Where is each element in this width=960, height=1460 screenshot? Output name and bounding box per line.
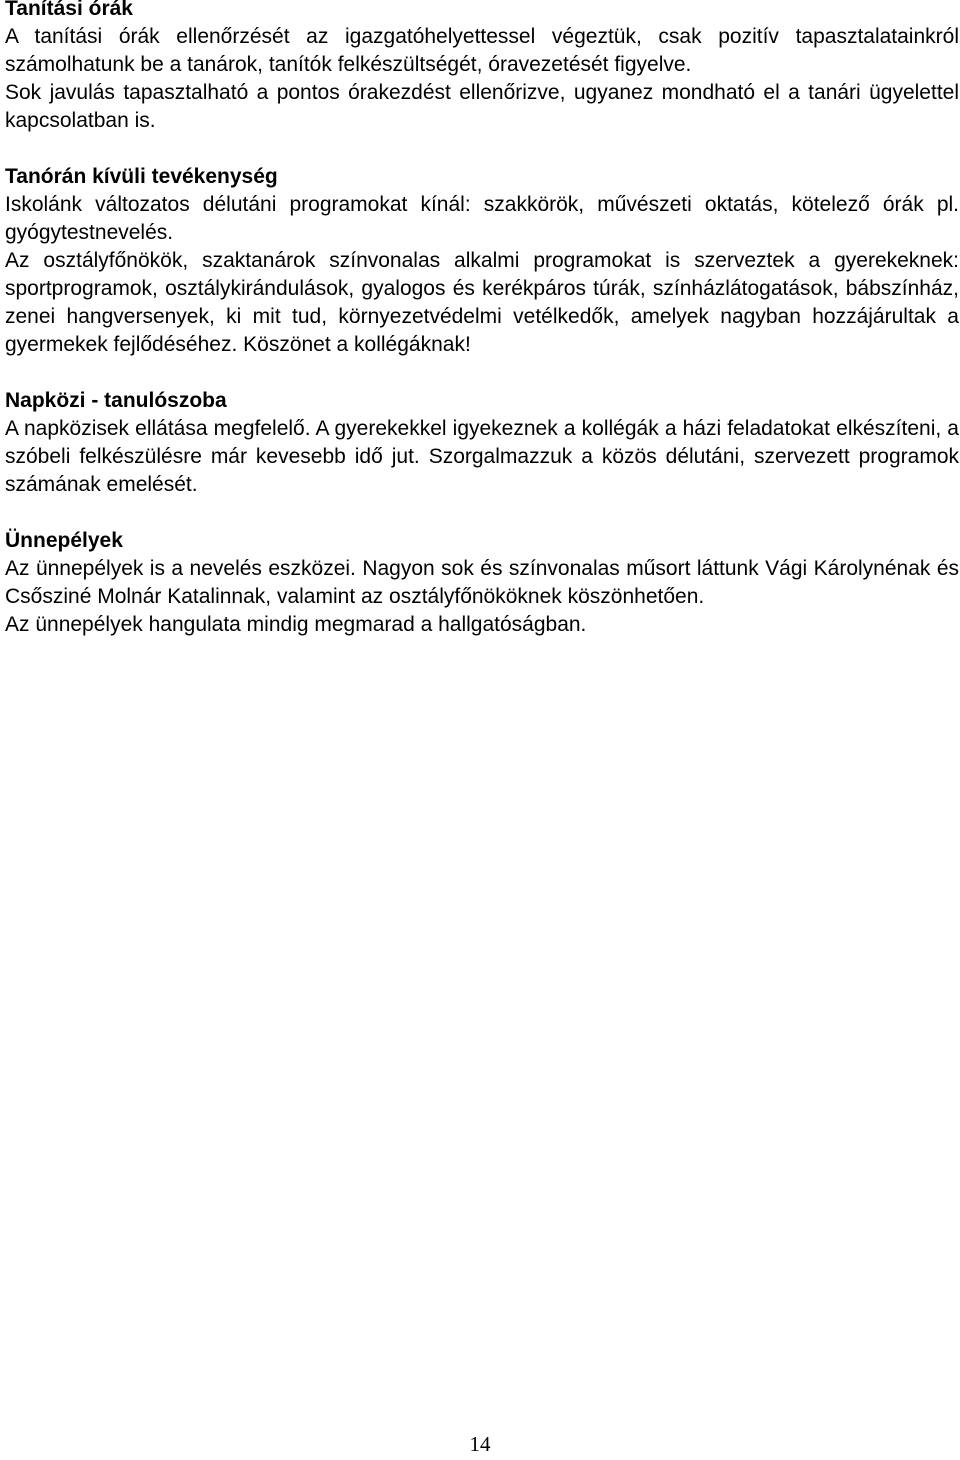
paragraph: A tanítási órák ellenőrzését az igazgatóhelyettessel végeztük, csak pozitív tapasztalatainkról számolhatunk be a tanárok, tanítók felkészültségét, óravezetését figyelve. xyxy=(5,25,959,76)
section-unnepelyek xyxy=(5,527,959,639)
paragraph: A napközisek ellátása megfelelő. A gyerekekkel igyekeznek a kollégák a házi feladatokat elkészíteni, a szóbeli felkészülésre már kevesebb idő jut. Szorgalmazzuk a közös délutáni, szervezett programok számának emelését. xyxy=(5,417,959,496)
paragraph: Az ünnepélyek is a nevelés eszközei. Nagyon sok és színvonalas műsort láttunk Vági Károlynénak és Csősziné Molnár Katalinnak, valamint az osztályfőnököknek köszönhetően. xyxy=(5,557,959,608)
section-heading: Tanórán kívüli tevékenység xyxy=(5,165,278,188)
section-heading: Tanítási órák xyxy=(5,0,133,20)
section-spacer xyxy=(5,359,959,387)
document-body xyxy=(5,0,959,639)
section-spacer xyxy=(5,135,959,163)
paragraph: Az osztályfőnökök, szaktanárok színvonalas alkalmi programokat is szerveztek a gyerekeknek: sportprogramok, osztálykirándulások, gyalogos és kerékpáros túrák, színházlátogatások, bábszínház, zenei hangversenyek, ki mit tud, környezetvédelmi vetélkedők, amelyek nagyban hozzájárultak a gyermekek fejlődéséhez. Köszönet a kollégáknak! xyxy=(5,249,959,356)
section-heading: Ünnepélyek xyxy=(5,529,123,552)
paragraph: Iskolánk változatos délutáni programokat kínál: szakkörök, művészeti oktatás, kötelező órák pl. gyógytestnevelés. xyxy=(5,193,959,244)
section-heading: Napközi - tanulószoba xyxy=(5,389,227,412)
section-tanoran-kivuli xyxy=(5,163,959,359)
section-spacer xyxy=(5,499,959,527)
paragraph: Az ünnepélyek hangulata mindig megmarad a hallgatóságban. xyxy=(5,613,587,636)
paragraph: Sok javulás tapasztalható a pontos órakezdést ellenőrizve, ugyanez mondható el a tanári ügyelettel kapcsolatban is. xyxy=(5,81,959,132)
section-napkozi xyxy=(5,387,959,499)
section-tanitasi-orak xyxy=(5,0,959,135)
page-number: 14 xyxy=(469,1432,491,1456)
